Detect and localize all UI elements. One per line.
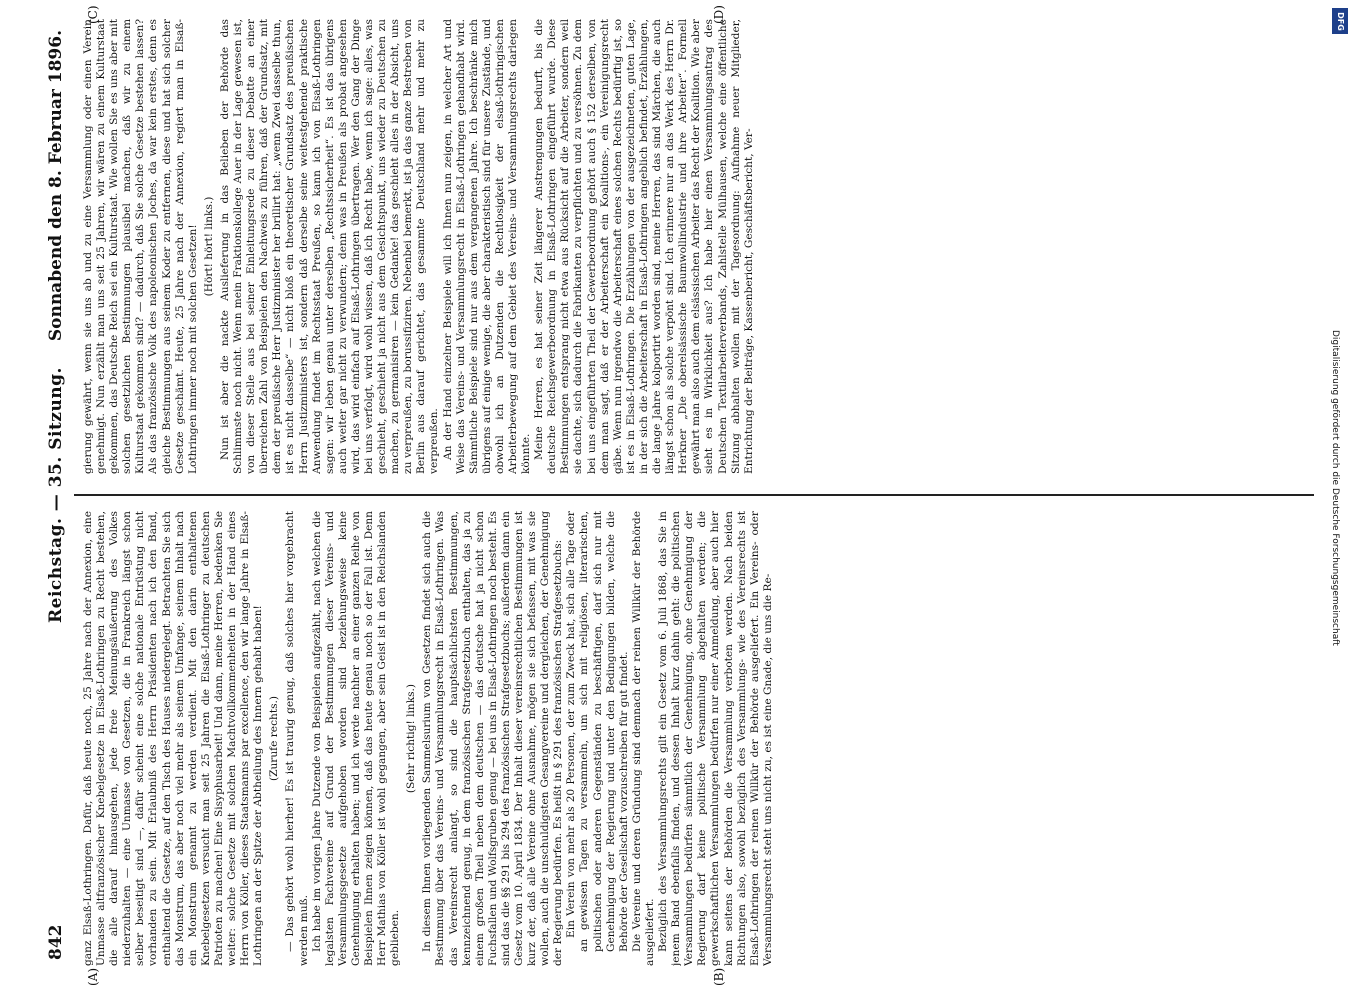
page-header (42, 20, 70, 970)
right-paragraph: An der Hand einzelner Beispiele will ich Ihnen nun zeigen, in welcher Art und Weise das Vereins- und Versammlungsrecht in Elsaß-Lothringen gehandhabt wird. Sämmtliche Beispiele sind nur aus dem vergangenen Jahre. Ich beschränke mich übrigens auf einige wenige, die aber charakteristisch sind für unsere Zustände, und obwohl ich an Dutzenden die Rechtlosigkeit der elsaß-lothringischen Arbeiterbewegung auf dem Gebiet des Vereins- und Versammlungsrechts darlegen könnte. (441, 19, 533, 474)
dfg-logo (1332, 8, 1348, 34)
column-divider (74, 494, 1314, 496)
left-paragraph: Bezüglich des Versammlungsrechts gilt ein Gesetz vom 6. Juli 1868, das Sie in jenem Band ebenfalls finden, und dessen Inhalt kurz dahin geht: die politischen Versammlungen bedürfen sämmtlich der Genehmigung, ohne Genehmigung der Regierung darf keine politische Versammlung abgehalten werden; die gewerkschaftlichen Versammlungen bedürfen nur einer Anmeldung, aber auch hier kann seitens der Behörden die Versammlung verboten werden. Nach beiden Richtungen also, sowohl bezüglich des Versammlungs- wie des Vereinsrechts ist Elsaß-Lothringen der reinen Willkür der Behörde ausgeliefert. Ein Vereins- oder Versammlungsrecht steht uns nicht zu, es ist eine Gnade, die uns die Re- (657, 511, 774, 966)
dfg-logo-text: DFG (1335, 11, 1345, 31)
left-paragraph: In diesem Ihnen vorliegenden Sammelsurium von Gesetzen findet sich auch die Bestimmung über das Vereins- und Versammlungsrecht in Elsaß-Lothringen. Was das Vereinsrecht anlangt, so sind die hauptsächlichsten Bestimmungen, kennzeichnend genug, in dem französischen Strafgesetzbuch enthalten, das ja zu einem großen Theil neben dem deutschen — das deutsche hat ja nicht schon Fuchsfallen und Wolfsgruben genug — bei uns in Elsaß-Lothringen noch besteht. Es sind das die §§ 291 bis 294 des französischen Strafgesetzbuchs; außerdem dann ein Gesetz vom 10. April 1834. Der Inhalt dieser vereinsrechtlichen Bestimmungen ist kurz der, daß alle Vereine ohne Ausnahme, mögen sie sich befassen, mit was sie wollen, auch die unschuldigsten Gesangvereine und dergleichen, der Genehmigung der Regierung bedürfen. Es heißt in § 291 des französischen Strafgesetzbuchs: (421, 511, 565, 966)
rotated-document-page (12, 0, 1332, 990)
left-interjection: (Sehr richtig! links.) (405, 683, 418, 794)
right-column (82, 19, 1302, 474)
right-paragraph: Nun ist aber die nackte Auslieferung in das Belieben der Behörde das Schlimmste noch nicht. Wenn mein Fraktionskollege Auer in der Lage gewesen ist, von dieser Stelle aus bei seiner Einleitungsrede zu dieser Debatte an einer überreichen Zahl von Beispielen den Nachweis zu führen, daß der Grundsatz, mit dem der preußische Herr Justizminister her brillirt hat: „wenn Zwei dasselbe thun, ist es nicht dasselbe“ — nicht bloß ein theoretischer Grundsatz des preußischen Herrn Justizministers ist, sondern daß derselbe seine weitestgehende praktische Anwendung findet im Rechtsstaat Preußen, so kann ich von Elsaß-Lothringen sagen: wir leben genau unter derselben „Rechtssicherheit“. Es ist das übrigens auch weiter gar nicht zu verwundern; denn was in Preußen als probat angesehen wird, das wird einfach auf Elsaß-Lothringen übertragen. Wer den Gang der Dinge bei uns verfolgt, wird wohl wissen, daß ich Recht habe, wenn ich sage: alles, was geschieht, geschieht ja nicht aus dem Gesichtspunkt, uns wieder zu Deutschen zu machen, zu germanisiren — kein Gedanke! das geschieht alles in der Absicht, uns zu verpreußen, zu borussifiziren. Nebenbei bemerkt, ist ja das ganze Bestreben von Berlin aus darauf gerichtet, das gesammte Deutschland mehr und mehr zu verpreußen. (218, 19, 441, 474)
left-paragraph: ganz Elsaß-Lothringen. Dafür, daß heute noch, 25 Jahre nach der Annexion, eine Unmasse altfranzösischer Knebelgesetze in Elsaß-Lothringen zu Recht bestehen, die alle darauf hinausgehen, jede freie Meinungsäußerung des Volkes niederzuhalten — eine Unmasse von Gesetzen, die in Frankreich längst schon selber beseitigt sind —, dafür scheint eine solche nationale Entrüstung nicht vorhanden zu sein. Mit Erlaubniß des Herrn Präsidenten nach ich den Band, enthaltend die Gesetze, auf den Tisch des Hauses niedergelegt. Betrachten Sie sich das Monstrum, das aber noch viel mehr als seinem Umfange, seinem Inhalt nach ein Monstrum genannt zu werden verdient. Mit den darin enthaltenen Knebelgesetzen versucht man seit 25 Jahren die Elsaß-Lothringer zu deutschen Patrioten zu machen! Eine Sisyphusarbeit! Und dann, meine Herren, bedenken Sie weiter: solche Gesetze mit solchen Machtvollkommenheiten in der Hand eines Herrn von Köller, dieses Staatsmanns par excellence, den wir lange Jahre in Elsaß-Lothringen an der Spitze der Abtheilung des Innern gehabt haben! (82, 511, 265, 966)
left-paragraph: Ich habe im vorigen Jahre Dutzende von Beispielen aufgezählt, nach welchen die legalsten Fachvereine auf Grund der Bestimmungen dieser Vereins- und Versammlungsgesetze aufgehoben worden sind beziehungsweise keine Genehmigung erhalten haben; und ich werde nachher an einer ganzen Reihe von Beispielen Ihnen zeigen können, daß das heute genau noch so der Fall ist. Denn Herr Mathias von Köller ist wohl gegangen, aber sein Geist ist in den Reichslanden geblieben. (310, 511, 402, 966)
left-column (82, 511, 1302, 966)
digitization-credit: Digitalisierung gefördert durch die Deutsche Forschungsgemeinschaft (1330, 330, 1340, 646)
right-paragraph: gierung gewährt, wenn sie uns ab und zu eine Versammlung oder einen Verein genehmigt. Nun erzählt man uns seit 25 Jahren, wir wären zu einem Kulturstaat gekommen, das Deutsche Reich sei ein Kulturstaat. Wie wollen Sie es uns aber mit solchen gesetzlichen Bestimmungen plausibel machen, daß wir zu einem Kulturstaat gekommen sind? — dadurch, daß Sie solche Gesetze bestehen lassen? Als das französische Volk des napoleonischen Joches, da war kein erstes, denn es gleiche Bestimmungen aus seinem Koder zu entfernen, diese und hat sich solcher Gesetze geschämt. Heute, 25 Jahre nach der Annexion, regiert man in Elsaß-Lothringen immer noch mit solchen Gesetzen! (82, 19, 199, 474)
left-quotation: Ein Verein von mehr als 20 Personen, der zum Zweck hat, sich alle Tage oder an gewissen Tagen zu versammeln, um sich mit religiösen, literarischen, politischen oder anderen Gegenständen zu beschäftigen, darf sich nur mit Genehmigung der Regierung und unter den Bedingungen bilden, welche die Behörde der Gesellschaft vorzuschreiben für gut findet. (565, 511, 630, 952)
left-interjection: (Zurufe rechts.) (268, 695, 281, 782)
header-title: Reichstag. — 35. Sitzung. (46, 367, 66, 623)
right-interjection: (Hört! hört! links.) (202, 196, 215, 297)
margin-marker-b: (B) (712, 967, 726, 986)
page-number: 842 (46, 924, 66, 960)
margin-marker-d: (D) (712, 5, 726, 24)
margin-marker-c: (C) (86, 5, 100, 24)
right-paragraph: Meine Herren, es hat seiner Zeit längerer Anstrengungen bedurft, bis die deutsche Reichsgewerbeordnung in Elsaß-Lothringen eingeführt wurde. Diese Bestimmungen entsprang nicht etwa aus Rücksicht auf die Arbeiter, sondern weil sie dachte, sich dadurch die Fabrikanten zu verpflichten und zu versöhnen. Zu dem bei uns eingeführten Theil der Gewerbeordnung gehört auch § 152 derselben, von dem man sagt, daß er der Arbeiterschaft ein Koalitions-, ein Vereinigungsrecht gäbe. Wenn nun irgendwo die Arbeiterschaft eines solchen Rechts bedürftig ist, so ist es in Elsaß-Lothringen. Die Erzählungen von der ausgezeichneten, guten Lage, in der sich die Arbeiterschaft in Elsaß-Lothringen angeblich befindet, Erzählungen, die lange Jahre kolportirt worden sind, meine Herren, das sind Märchen, die auch längst schon als solche verpönt sind. Ich erinnere nur an das Werk des Herrn Dr. Herkner „Die oberelsässische Baumwollindustrie und ihre Arbeiter“. Formell gewährt man also auch dem elsässischen Arbeiter das Recht der Koalition. Wie aber sieht es in Wirklichkeit aus? Ich habe hier einen Versammlungsantrag des Deutschen Textilarbeiterverbands, Zahlstelle Mülhausen, welche eine öffentliche Sitzung abhalten wollen mit der Tagesordnung: Aufnahme neuer Mitglieder, Entrichtung der Beiträge, Kassenbericht, Geschäftsbericht, Ver- (533, 19, 755, 474)
left-paragraph: Die Vereine und deren Gründung sind demnach der reinen Willkür der Behörde ausgeliefert. (630, 511, 656, 966)
header-date: Sonnabend den 8. Februar 1896. (46, 30, 66, 342)
margin-marker-a: (A) (86, 967, 100, 986)
left-paragraph: — Das gehört wohl hierher! Es ist traurig genug, daß solches hier vorgebracht werden muß. (284, 511, 310, 966)
